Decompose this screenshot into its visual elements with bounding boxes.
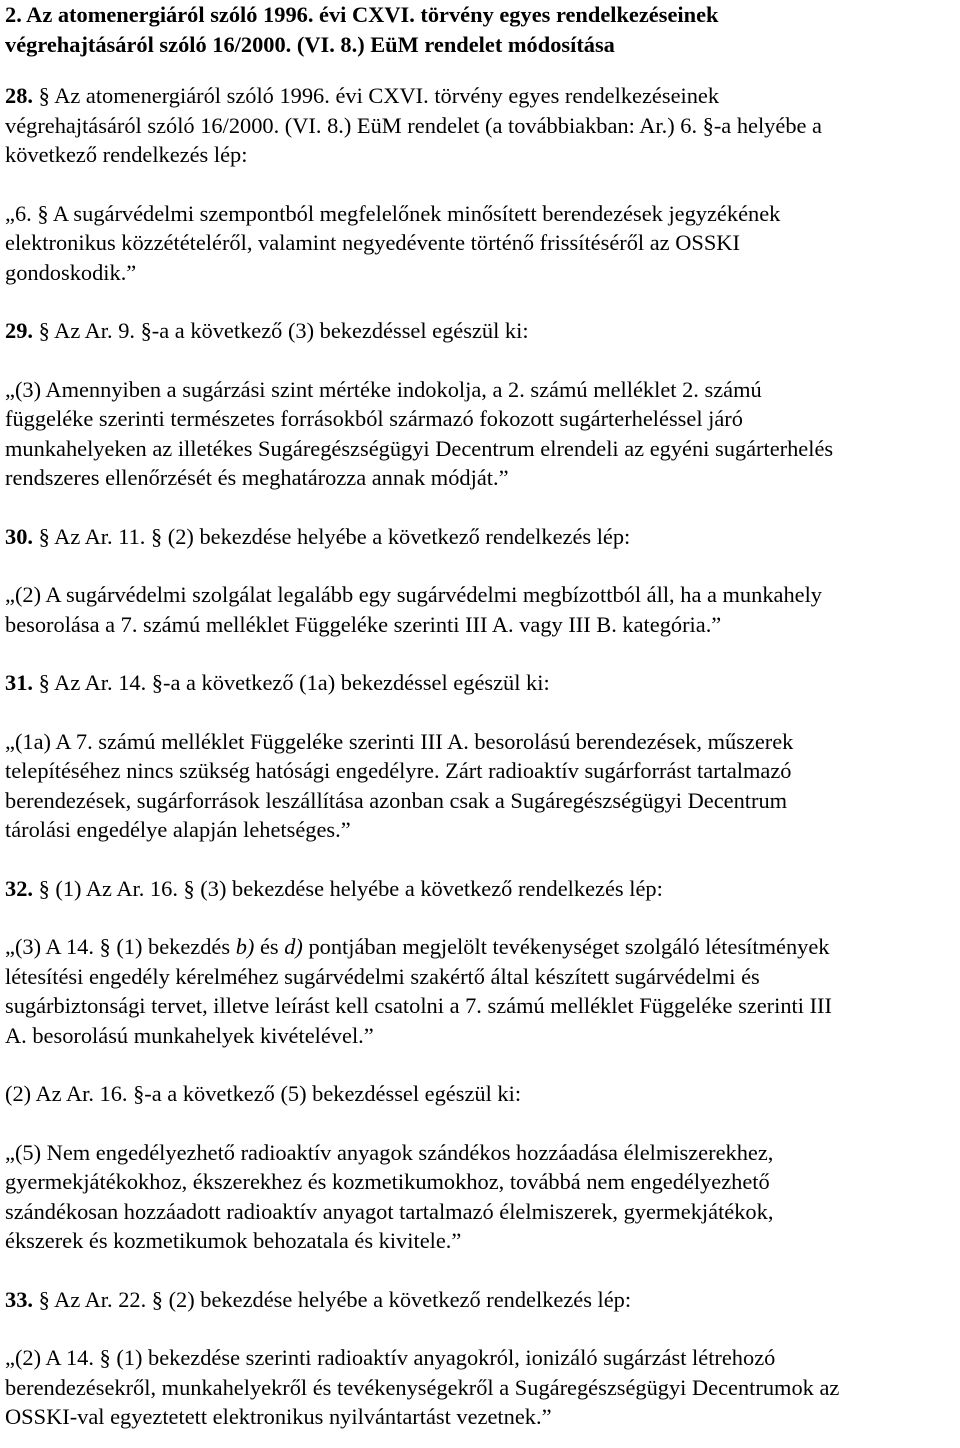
section-33-intro — [5, 1285, 955, 1315]
section-30-intro-text: § Az Ar. 11. § (2) bekezdése helyébe a következő rendelkezés lép: — [38, 523, 631, 549]
section-30-intro — [5, 522, 955, 552]
section-number: 30. — [5, 523, 33, 549]
section-32-sub-quote-line: ékszerek és kozmetikumok behozatala és kivitele.” — [5, 1228, 462, 1253]
section-29-quote-line: rendszeres ellenőrzését és meghatározza annak módját.” — [5, 465, 509, 490]
section-32-quote-line — [5, 932, 955, 962]
document-heading-line-2: végrehajtásáról szóló 16/2000. (VI. 8.) EüM rendelet módosítása — [5, 31, 615, 57]
section-28-intro — [5, 81, 955, 111]
section-29-intro-text: § Az Ar. 9. §-a a következő (3) bekezdéssel egészül ki: — [38, 318, 529, 343]
section-30-quote-line: „(2) A sugárvédelmi szolgálat legalább egy sugárvédelmi megbízottból áll, ha a munkahely — [5, 582, 823, 607]
section-29-intro — [5, 316, 955, 346]
section-28-intro-text: Az atomenergiáról szóló 1996. évi CXVI. törvény egyes rendelkezéseinek — [54, 83, 720, 108]
section-31-intro — [5, 668, 955, 698]
section-29-quote-line: függeléke szerinti természetes forrásokból származó fokozott sugárterheléssel járó — [5, 406, 743, 431]
document-page — [5, 0, 955, 1432]
section-30-quote-line: besorolása a 7. számú melléklet Függeléke szerinti III A. vagy III B. kategória.” — [5, 611, 722, 637]
quote-text: „(3) A 14. § (1) bekezdés — [5, 934, 236, 959]
section-28-quote-line: gondoskodik.” — [5, 259, 137, 285]
section-33-quote-line: berendezésekről, munkahelyekről és tevékenységekről a Sugáregészségügyi Decentrumok az — [5, 1374, 840, 1400]
section-29-quote-line: „(3) Amennyiben a sugárzási szint mértéke indokolja, a 2. számú melléklet 2. számú — [5, 376, 762, 402]
section-number: 29. — [5, 318, 33, 343]
section-31-intro-text: § Az Ar. 14. §-a a következő (1a) bekezdéssel egészül ki: — [38, 670, 550, 695]
section-32-sub-quote-line: gyermekjátékokhoz, ékszerekhez és kozmetikumokhoz, továbbá nem engedélyezhető — [5, 1169, 770, 1194]
section-28-intro-line-3: következő rendelkezés lép: — [5, 142, 248, 167]
section-28-quote-line: „6. § A sugárvédelmi szempontból megfelelőnek minősített berendezések jegyzékének — [5, 200, 781, 226]
section-33-intro-text: § Az Ar. 22. § (2) bekezdése helyébe a következő rendelkezés lép: — [38, 1286, 632, 1312]
section-32-quote-line: sugárbiztonsági tervet, illetve leírást kell csatolni a 7. számú melléklet Függeléke szerinti III — [5, 993, 832, 1018]
section-33-quote-line: OSSKI-val egyeztetett elektronikus nyilvántartást vezetnek.” — [5, 1404, 552, 1429]
section-32-sub-intro: (2) Az Ar. 16. §-a a következő (5) bekezdéssel egészül ki: — [5, 1081, 522, 1106]
section-31-quote-line: „(1a) A 7. számú melléklet Függeléke szerinti III A. besorolású berendezések, műszerek — [5, 728, 794, 754]
section-31-quote-line: berendezések, sugárforrások leszállítása azonban csak a Sugáregészségügyi Decentrum — [5, 787, 788, 813]
section-number: 31. — [5, 670, 33, 695]
quote-italic-point: b) — [235, 934, 255, 959]
section-number: 33. — [5, 1286, 33, 1312]
section-32-intro — [5, 874, 955, 904]
section-number: 28. — [5, 83, 33, 108]
section-28-quote-line: elektronikus közzétételéről, valamint negyedévente történő frissítéséről az OSSKI — [5, 230, 740, 255]
document-heading-line-1: 2. Az atomenergiáról szóló 1996. évi CXVI. törvény egyes rendelkezéseinek — [5, 2, 719, 27]
section-32-sub-quote-line: „(5) Nem engedélyezhető radioaktív anyagok szándékos hozzáadása élelmiszerekhez, — [5, 1139, 774, 1165]
section-33-quote-line: „(2) A 14. § (1) bekezdése szerinti radioaktív anyagokról, ionizáló sugárzást létrehozó — [5, 1345, 776, 1370]
section-32-sub-quote-line: szándékosan hozzáadott radioaktív anyagot tartalmazó élelmiszerek, gyermekjátékok, — [5, 1198, 774, 1224]
section-31-quote-line: telepítéséhez nincs szükség hatósági engedélyre. Zárt radioaktív sugárforrást tartalmazó — [5, 758, 792, 783]
quote-text: és — [254, 934, 285, 959]
quote-text: pontjában megjelölt tevékenységet szolgáló létesítmények — [302, 934, 830, 959]
section-29-quote-line: munkahelyeken az illetékes Sugáregészségügyi Decentrum elrendeli az egyéni sugárterhelés — [5, 435, 834, 461]
quote-italic-point: d) — [284, 934, 303, 959]
section-32-quote-line: létesítési engedély kérelméhez sugárvédelmi szakértő által készített sugárvédelmi és — [5, 963, 760, 989]
section-32-quote-line: A. besorolású munkahelyek kivételével.” — [5, 1022, 374, 1048]
section-28-intro-line-2: végrehajtásáról szóló 16/2000. (VI. 8.) EüM rendelet (a továbbiakban: Ar.) 6. §-a helyébe a — [5, 112, 822, 138]
section-number: 32. — [5, 875, 33, 901]
section-32-intro-text: § (1) Az Ar. 16. § (3) bekezdése helyébe a következő rendelkezés lép: — [38, 875, 663, 901]
section-symbol: § — [38, 83, 50, 108]
section-31-quote-line: tárolási engedélye alapján lehetséges.” — [5, 817, 351, 842]
